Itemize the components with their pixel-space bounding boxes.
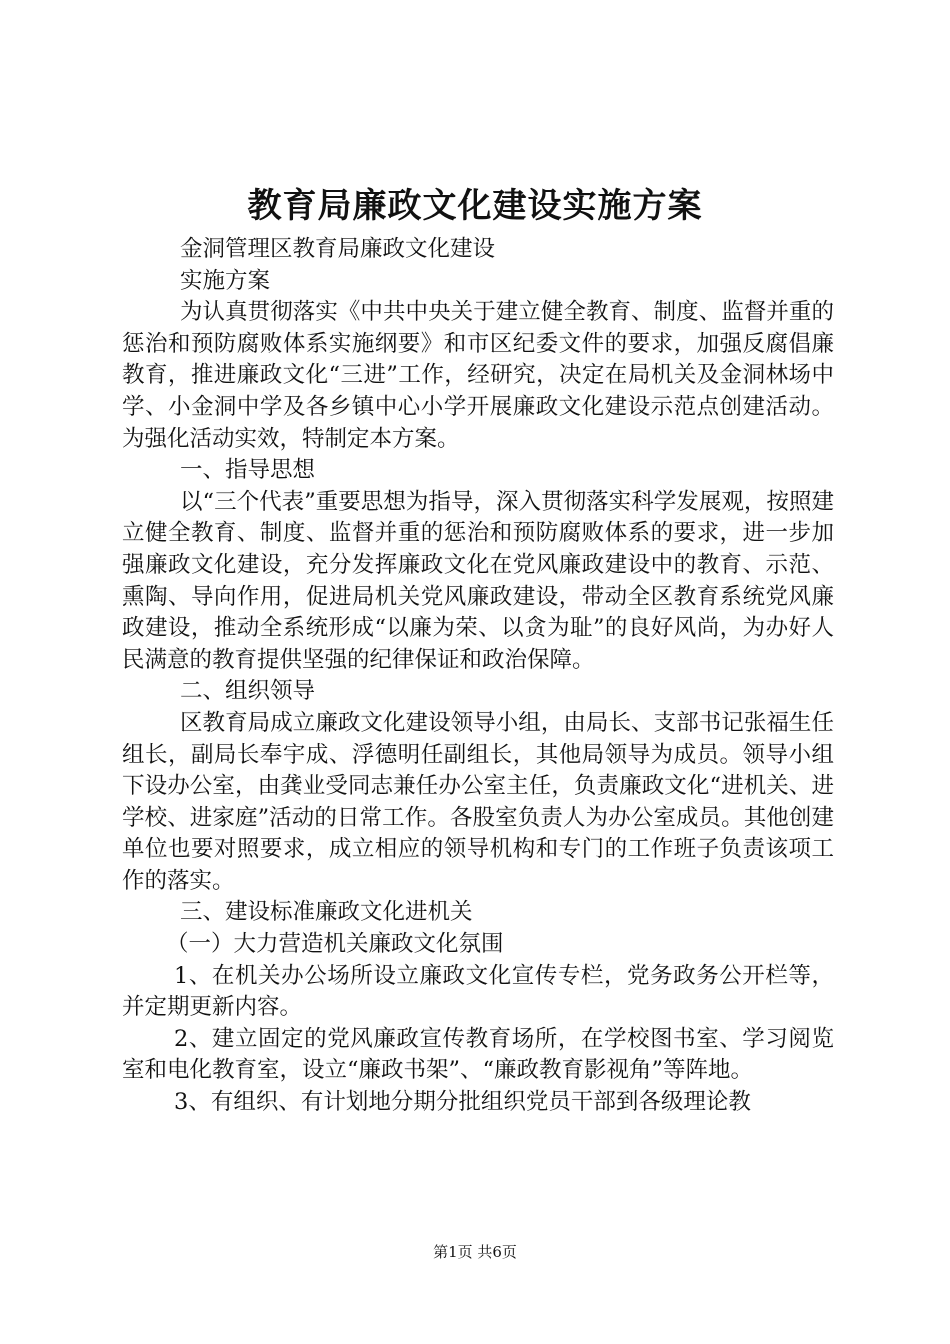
section-heading-guiding-ideology: 一、指导思想 (180, 457, 316, 484)
document-body (122, 234, 834, 1119)
subtitle-line-1: 金洞管理区教育局廉政文化建设 (180, 236, 496, 262)
intro-paragraph: 为认真贯彻落实《中共中央关于建立健全教育、制度、监督并重的惩治和预防腐败体系实施纲要》和市区纪委文件的要求，加强反腐倡廉教育，推进廉政文化“三进”工作，经研究，决定在局机关及金洞林场中学、小金洞中学及各乡镇中心小学开展廉政文化建设示范点创建活动。为强化活动实效，特制定本方案。 (122, 299, 834, 452)
list-item-3: 3、有组织、有计划地分期分批组织党员干部到各级理论教 (174, 1089, 751, 1116)
guiding-ideology-paragraph: 以“三个代表”重要思想为指导，深入贯彻落实科学发展观，按照建立健全教育、制度、监督并重的惩治和预防腐败体系的要求，进一步加强廉政文化建设，充分发挥廉政文化在党风廉政建设中的教育、示范、熏陶、导向作用，促进局机关党风廉政建设，带动全区教育系统党风廉政建设，推动全系统形成“以廉为荣、以贪为耻”的良好风尚，为办好人民满意的教育提供坚强的纪律保证和政治保障。 (122, 488, 834, 673)
page-footer: 第1页 共6页 (433, 1243, 517, 1261)
subtitle-line-2: 实施方案 (180, 267, 271, 294)
list-item-1: 1、在机关办公场所设立廉政文化宣传专栏，党务政务公开栏等，并定期更新内容。 (122, 962, 834, 1021)
section-heading-organization: 二、组织领导 (180, 678, 316, 705)
list-item-2: 2、建立固定的党风廉政宣传教育场所，在学校图书室、学习阅览室和电化教育室，设立“廉政书架”、“廉政教育影视角”等阵地。 (122, 1025, 834, 1084)
subsection-heading-atmosphere: （一）大力营造机关廉政文化氛围 (166, 931, 504, 958)
section-heading-standards: 三、建设标准廉政文化进机关 (180, 899, 473, 926)
organization-paragraph: 区教育局成立廉政文化建设领导小组，由局长、支部书记张福生任组长，副局长奉宇成、浮德明任副组长，其他局领导为成员。领导小组下设办公室，由龚业受同志兼任办公室主任，负责廉政文化“进机关、进学校、进家庭”活动的日常工作。各股室负责人为办公室成员。其他创建单位也要对照要求，成立相应的领导机构和专门的工作班子负责该项工作的落实。 (122, 709, 834, 894)
document-title: 教育局廉政文化建设实施方案 (247, 186, 703, 226)
